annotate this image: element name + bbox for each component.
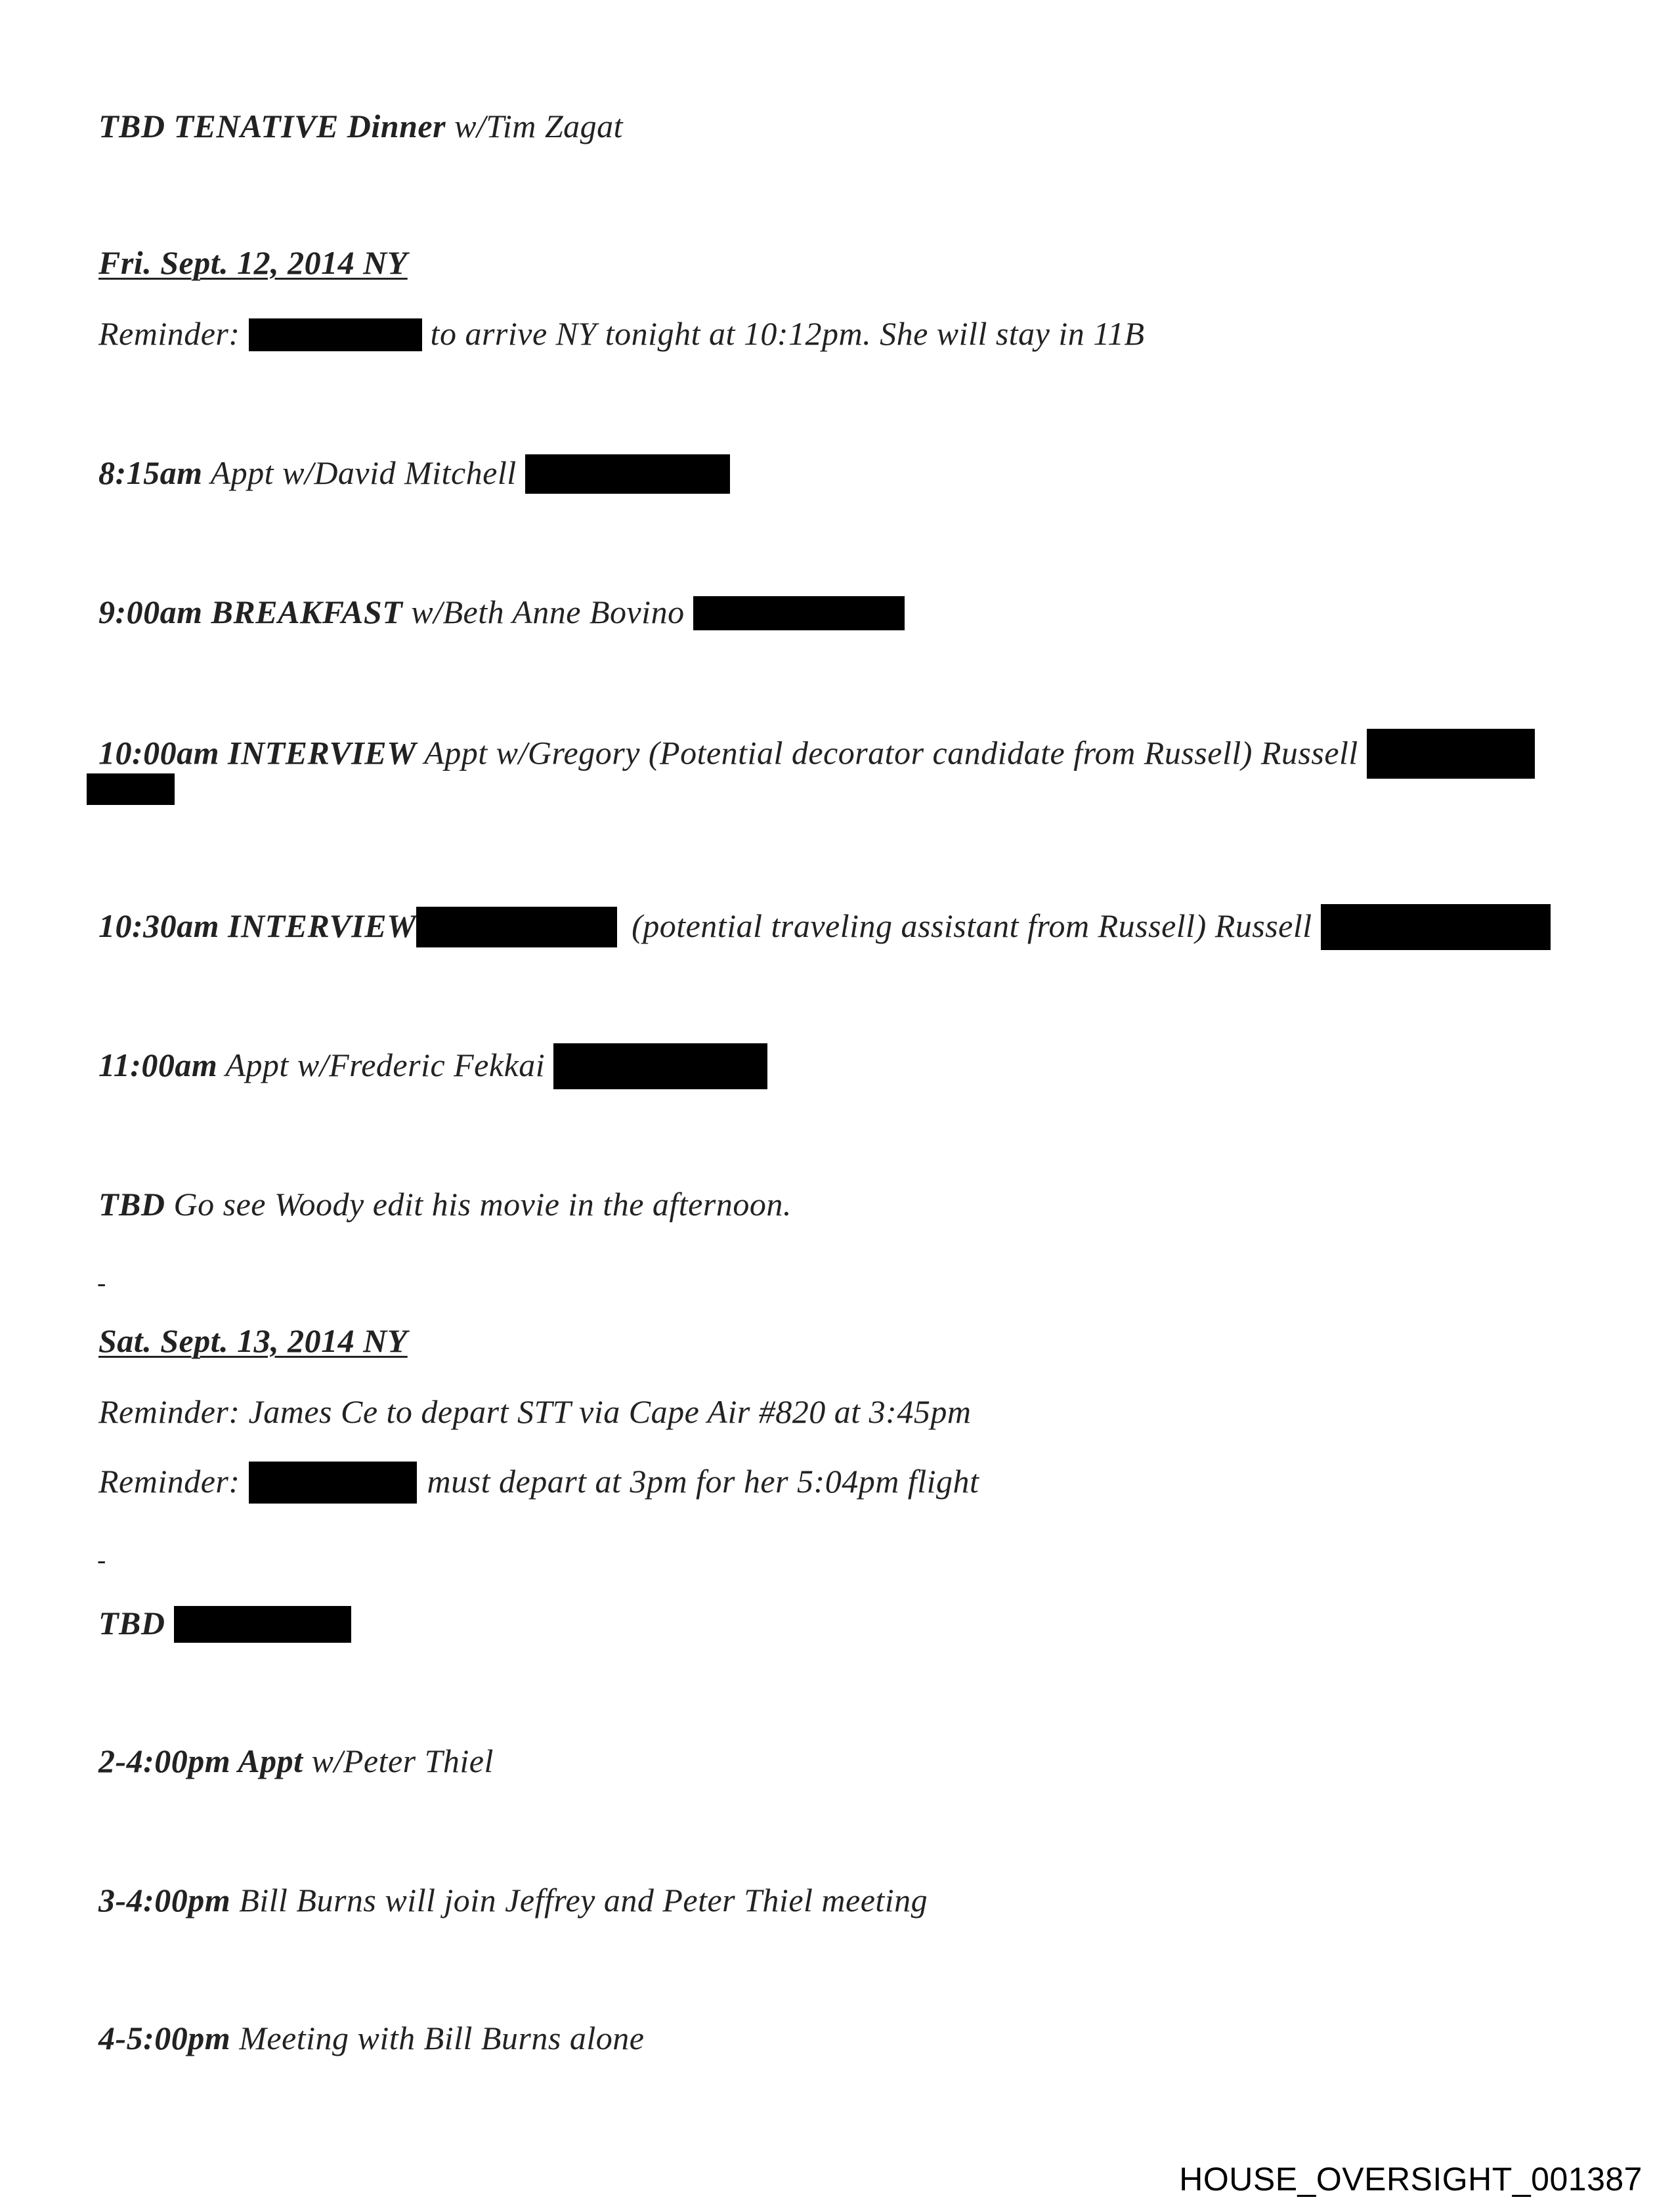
entry-time: TBD TENATIVE Dinner <box>98 108 446 144</box>
redaction-block <box>249 1462 417 1504</box>
entry-text: w/Peter Thiel <box>303 1743 494 1779</box>
entry-text: (potential traveling assistant from Russell) Russell <box>632 907 1312 944</box>
date-header-text: Sat. Sept. 13, 2014 NY <box>98 1322 408 1359</box>
redaction-block <box>1321 904 1551 950</box>
entry-time: 11:00am <box>98 1047 218 1083</box>
redaction-block <box>416 907 617 947</box>
entry-text: w/Tim Zagat <box>446 108 624 144</box>
dash-separator: - <box>97 1545 106 1574</box>
reminder-sat-2 <box>98 1462 979 1506</box>
redaction-block <box>87 773 175 805</box>
bates-stamp: HOUSE_OVERSIGHT_001387 <box>1179 2161 1642 2198</box>
reminder-label: Reminder: <box>98 315 249 352</box>
entry-text: Meeting with Bill Burns alone <box>230 2020 645 2056</box>
entry-time: 4-5:00pm <box>98 2020 231 2056</box>
entry-text: Appt w/Frederic Fekkai <box>217 1047 546 1083</box>
appt-1100 <box>98 1045 767 1092</box>
entry-time: 9:00am BREAKFAST <box>98 594 403 630</box>
entry-text: w/Beth Anne Bovino <box>402 594 685 630</box>
reminder-text: to arrive NY tonight at 10:12pm. She will stay in 11B <box>430 315 1145 352</box>
date-header-text: Fri. Sept. 12, 2014 NY <box>98 244 408 281</box>
entry-text: Appt w/David Mitchell <box>202 454 517 491</box>
thiel-entry <box>98 1741 494 1781</box>
dash-separator: - <box>97 1268 106 1297</box>
woody-entry <box>98 1184 792 1224</box>
entry-text: Bill Burns will join Jeffrey and Peter Thiel meeting <box>230 1882 928 1919</box>
entry-text: Go see Woody edit his movie in the afternoon. <box>165 1186 792 1223</box>
reminder-text: Reminder: James Ce to depart STT via Cape Air #820 at 3:45pm <box>98 1393 972 1430</box>
reminder-fri <box>98 314 1145 354</box>
entry-time: TBD <box>98 1605 165 1641</box>
burns-alone-entry <box>98 2018 644 2058</box>
interview-1000 <box>98 731 1535 781</box>
redaction-block <box>525 454 730 494</box>
reminder-label: Reminder: <box>98 1463 249 1500</box>
breakfast-900 <box>98 592 905 633</box>
redaction-block <box>249 318 422 351</box>
burns-join-entry <box>98 1880 928 1920</box>
redaction-block <box>553 1043 767 1089</box>
entry-text: Appt w/Gregory (Potential decorator candidate from Russell) Russell <box>416 734 1358 771</box>
reminder-text: must depart at 3pm for her 5:04pm flight <box>427 1463 979 1500</box>
redaction-block <box>174 1606 351 1643</box>
entry-time: TBD <box>98 1186 165 1223</box>
entry-time: 8:15am <box>98 454 203 491</box>
date-header-sat <box>98 1321 408 1360</box>
entry-time: 10:30am INTERVIEW <box>98 907 417 944</box>
interview-1030 <box>98 906 1551 953</box>
dinner-entry <box>98 106 623 146</box>
appt-815 <box>98 453 730 496</box>
reminder-sat-1 <box>98 1392 971 1431</box>
entry-time: 10:00am INTERVIEW <box>98 734 417 771</box>
tbd-entry <box>98 1603 351 1645</box>
entry-time: 2-4:00pm Appt <box>98 1743 303 1779</box>
entry-time: 3-4:00pm <box>98 1882 231 1919</box>
redaction-block <box>693 596 905 630</box>
redaction-block <box>1367 729 1535 779</box>
date-header-fri <box>98 243 408 282</box>
